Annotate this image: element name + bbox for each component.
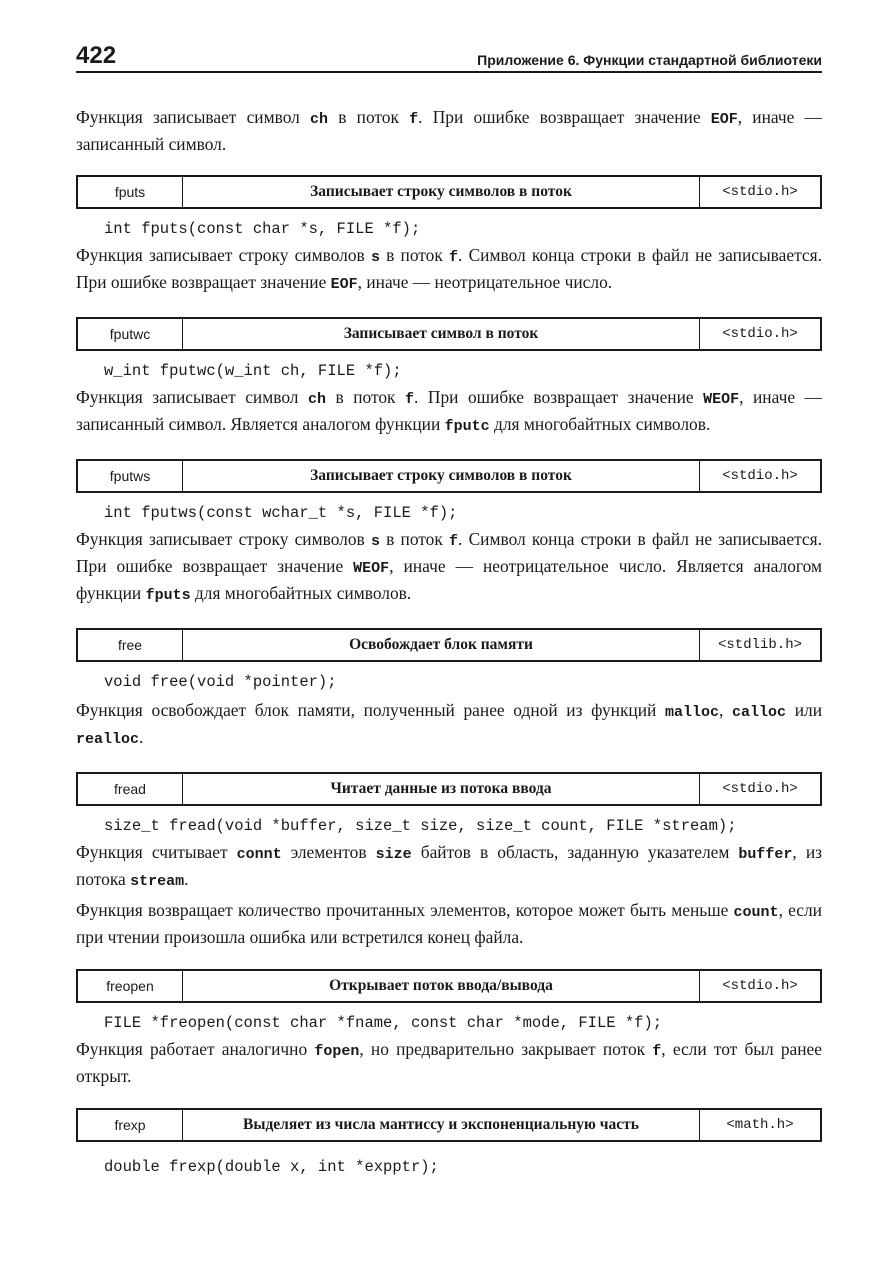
function-summary: Открывает поток ввода/вывода [183, 970, 700, 1002]
function-prototype: int fputws(const wchar_t *s, FILE *f); [104, 504, 458, 522]
function-name: free [77, 629, 183, 661]
function-return-description: Функция возвращает количество прочитанных элементов, которое может быть меньше count, если при чтении произошла ошибка или встретился конец файла. [76, 900, 822, 947]
function-description: Функция освобождает блок памяти, полученный ранее одной из функций malloc, calloc или realloc. [76, 700, 822, 748]
function-description: Функция записывает строку символов s в поток f. Символ конца строки в файл не записывается. При ошибке возвращает значение WEOF, иначе — неотрицательное число. Является аналогом функции fputs для многобайтных символов. [76, 529, 822, 604]
page-header [76, 38, 822, 73]
running-head: Приложение 6. Функции стандартной библиотеки [477, 52, 822, 68]
page [76, 38, 822, 1178]
function-summary: Освобождает блок памяти [183, 629, 700, 661]
function-summary: Читает данные из потока ввода [183, 773, 700, 805]
header-file: <math.h> [700, 1109, 822, 1141]
function-header-freopen [76, 969, 822, 1003]
function-name: fputws [77, 460, 183, 492]
function-header-free [76, 628, 822, 662]
function-header-frexp [76, 1108, 822, 1142]
function-prototype: w_int fputwc(w_int ch, FILE *f); [104, 362, 402, 380]
function-summary: Записывает строку символов в поток [183, 460, 700, 492]
function-summary: Выделяет из числа мантиссу и экспоненциальную часть [183, 1109, 700, 1141]
header-file: <stdlib.h> [700, 629, 822, 661]
page-number: 422 [76, 42, 117, 69]
function-name: fputs [77, 176, 183, 208]
function-summary: Записывает строку символов в поток [183, 176, 700, 208]
function-header-fread [76, 772, 822, 806]
function-description: Функция записывает символ ch в поток f. При ошибке возвращает значение WEOF, иначе — записанный символ. Является аналогом функции fputc для многобайтных символов. [76, 387, 822, 435]
function-prototype: double frexp(double x, int *expptr); [104, 1158, 439, 1176]
function-prototype: FILE *freopen(const char *fname, const char *mode, FILE *f); [104, 1014, 663, 1032]
function-header-fputws [76, 459, 822, 493]
intro-paragraph: Функция записывает символ ch в поток f. При ошибке возвращает значение EOF, иначе — записанный символ. [76, 107, 822, 154]
function-name: freopen [77, 970, 183, 1002]
function-prototype: void free(void *pointer); [104, 673, 337, 691]
function-description: Функция считывает connt элементов size байтов в область, заданную указателем buffer, из потока stream. [76, 842, 823, 890]
function-prototype: size_t fread(void *buffer, size_t size, size_t count, FILE *stream); [104, 817, 737, 835]
header-file: <stdio.h> [700, 460, 822, 492]
function-prototype: int fputs(const char *s, FILE *f); [104, 220, 421, 238]
header-file: <stdio.h> [700, 970, 822, 1002]
function-header-fputs [76, 175, 822, 209]
function-name: fread [77, 773, 183, 805]
header-file: <stdio.h> [700, 773, 822, 805]
function-header-fputwc [76, 317, 822, 351]
function-name: fputwc [77, 318, 183, 350]
function-name: frexp [77, 1109, 183, 1141]
header-file: <stdio.h> [700, 176, 822, 208]
function-description: Функция работает аналогично fopen, но предварительно закрывает поток f, если тот был ранее открыт. [76, 1039, 822, 1086]
header-file: <stdio.h> [700, 318, 822, 350]
function-summary: Записывает символ в поток [183, 318, 700, 350]
function-description: Функция записывает строку символов s в поток f. Символ конца строки в файл не записывается. При ошибке возвращает значение EOF, иначе — неотрицательное число. [76, 245, 822, 293]
